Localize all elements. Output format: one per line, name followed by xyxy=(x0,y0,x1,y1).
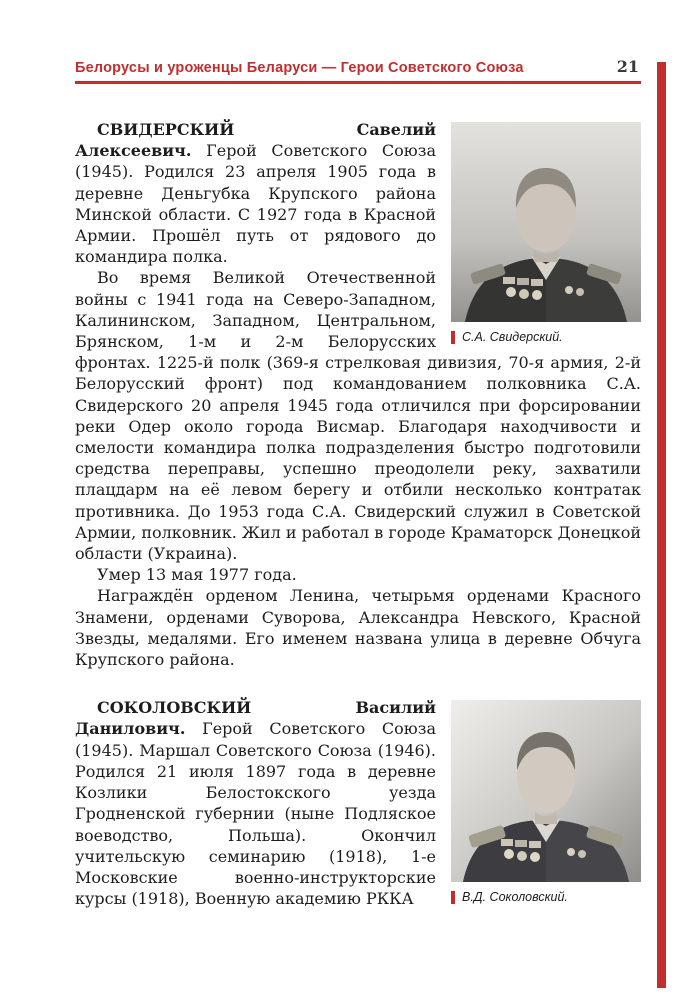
person-name: СВИДЕРСКИЙ Савелий Алексеевич. xyxy=(75,120,436,161)
person-name: СОКОЛОВСКИЙ Василий Данилович. xyxy=(75,698,436,739)
caption-marker xyxy=(451,891,455,904)
caption-marker xyxy=(451,331,455,344)
photo-caption-text: В.Д. Соколовский. xyxy=(462,890,568,905)
running-header-title: Белорусы и уроженцы Беларуси — Герои Советского Союза xyxy=(75,60,524,76)
portrait-photo-sviderskiy xyxy=(451,122,641,322)
article-sokolovskiy xyxy=(75,697,641,909)
page-content xyxy=(75,84,641,909)
page-header xyxy=(75,57,641,76)
paragraph-text: Герой Советского Союза (1945). Родился 23 апреля 1905 года в деревне Деньгубка Крупского района Минской области. С 1927 года в Красной Армии. Прошёл путь от рядового до командира полка. xyxy=(75,141,436,267)
page-number: 21 xyxy=(616,57,639,76)
photo-caption xyxy=(451,330,641,344)
portrait-figure-sokolovskiy xyxy=(451,700,641,904)
photo-caption-text: С.А. Свидерский. xyxy=(462,330,563,344)
paragraph-text: Герой Советского Союза (1945). Маршал Советского Союза (1946). Родился 21 июля 1897 года в деревне Козлики Белостокского уезда Гродненской губернии (ныне Подляское воеводство, Польша). Окончил учительскую семинарию (1918), 1-е Московские военно-инструкторские курсы (1918), Военную академию РККА xyxy=(75,719,437,909)
article-sviderskiy xyxy=(75,119,641,670)
paragraph: Награждён орденом Ленина, четырьмя орденами Красного Знамени, орденами Суворова, Александра Невского, Красной Звезды, медалями. Его именем названа улица в деревне Обчуга Крупского района. xyxy=(75,586,641,670)
portrait-photo-sokolovskiy xyxy=(451,700,641,882)
portrait-figure-sviderskiy xyxy=(451,122,641,344)
photo-caption xyxy=(451,890,641,904)
paragraph: Во время Великой Отечественной войны с 1941 года на Северо-Западном, Калининском, Западном, Центральном, Брянском, 1-м и 2-м Белорусских фронтах. 1225-й полк (369-я стрелковая дивизия, 70-я армия, 2-й Белорусский фронт) под командованием полковника С.А. Свидерского 20 апреля 1945 года отличился при форсировании реки Одер около города Висмар. Благодаря находчивости и смелости командира полка подразделения быстро подготовили средства переправы, успешно преодолели реку, захватили плацдарм на её левом берегу и отбили несколько контратак противника. До 1953 года С.А. Свидерский служил в Советской Армии, полковник. Жил и работал в городе Краматорск Донецкой области (Украина). xyxy=(75,268,641,564)
page-edge-red-bar xyxy=(657,62,666,988)
paragraph: Умер 13 мая 1977 года. xyxy=(97,565,297,585)
